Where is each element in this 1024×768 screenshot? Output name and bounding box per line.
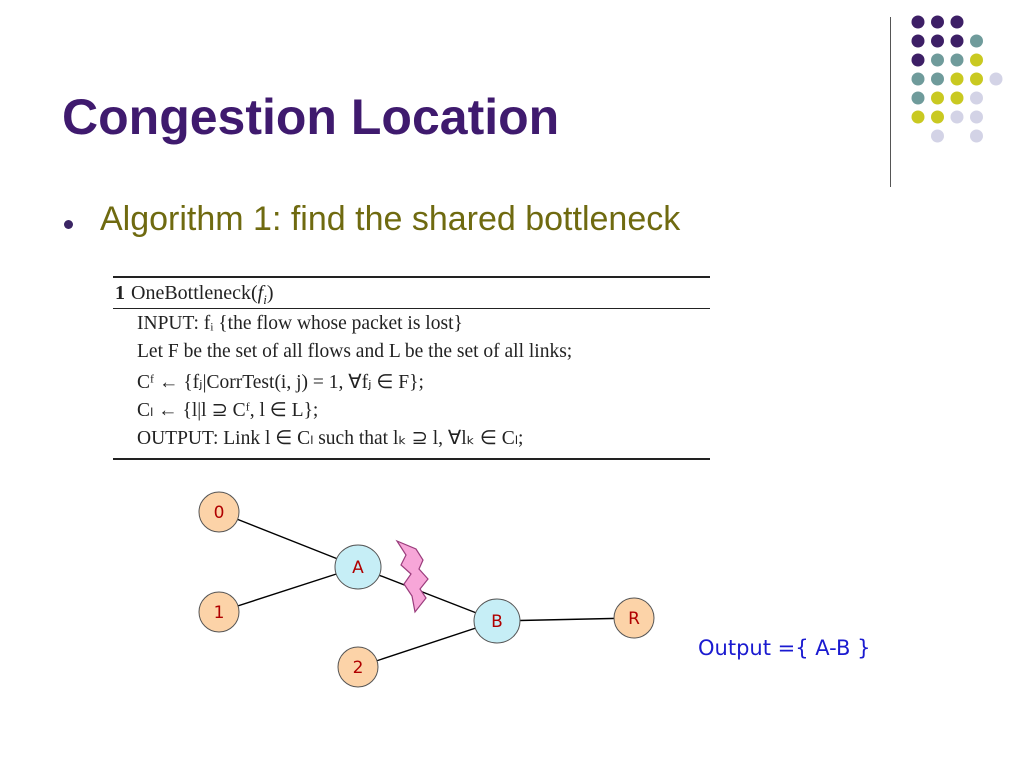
algorithm-name: OneBottleneck( [131,282,258,304]
node-label: R [628,609,640,629]
output-result: Output ={ A-B } [698,636,871,660]
congestion-lightning-icon [397,541,428,612]
algorithm-number: 1 [115,282,125,304]
algorithm-line-let: Let F be the set of all flows and L be the set of all links; [137,341,573,362]
node-2 [338,647,378,687]
algorithm-arg-sub: i [263,292,267,307]
node-label: 0 [213,503,225,523]
node-label: B [491,612,503,632]
node-label: A [352,558,364,578]
node-A [335,545,381,589]
node-label: 2 [352,658,364,678]
algorithm-line-input: INPUT: fᵢ {the flow whose packet is lost} [137,313,463,334]
bullet-text: Algorithm 1: find the shared bottleneck [100,200,681,238]
node-B [474,599,520,643]
node-1 [199,592,239,632]
algorithm-line-cl: Cₗ ← {l|l ⊇ Cᶠ, l ∈ L}; [137,400,319,421]
slide-title: Congestion Location [62,89,560,145]
algorithm-line-output: OUTPUT: Link l ∈ Cₗ such that lₖ ⊇ l, ∀lₖ ∈ Cₗ; [137,428,524,449]
algorithm-name-close: ) [266,282,274,304]
algorithm-arg: f [257,282,264,304]
algorithm-line-cf: Cᶠ ← {fⱼ|CorrTest(i, j) = 1, ∀fⱼ ∈ F}; [137,372,424,393]
node-R [614,598,654,638]
node-0 [199,492,239,532]
node-label: 1 [213,603,225,623]
